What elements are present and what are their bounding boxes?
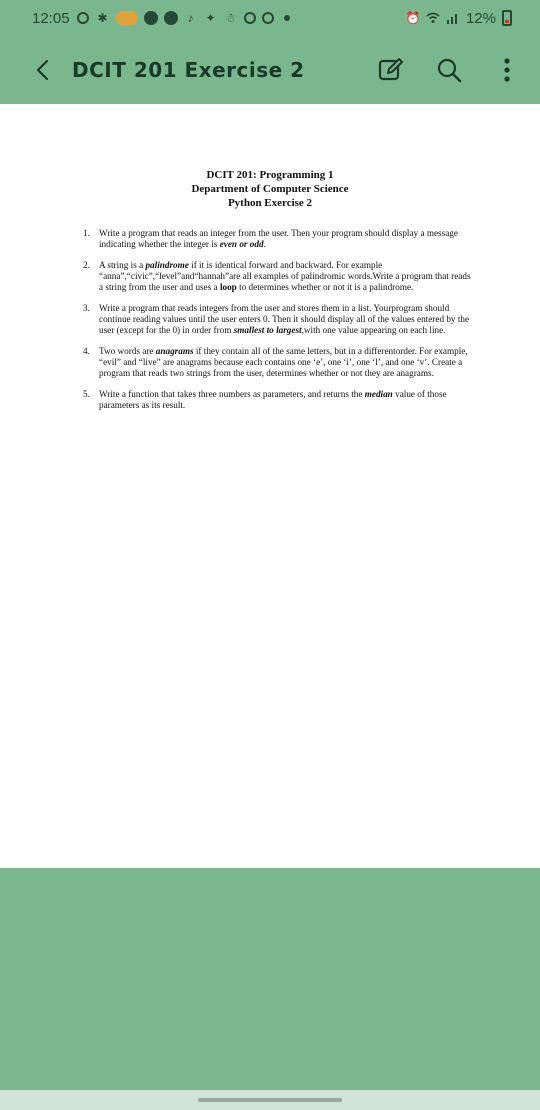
more-notifications-icon <box>284 15 290 21</box>
toolbar-actions <box>376 55 522 85</box>
instagram-icon <box>262 12 274 24</box>
alarm-icon: ⏰ <box>405 11 421 25</box>
whatsapp-icon <box>76 11 90 25</box>
clock: 12:05 <box>32 9 70 27</box>
exercise-item-4: 4. Two words are anagrams if they contain all of the same letters, but in a differentorder. For example, “evil” and “live” are anagrams because each contains one ‘e’, one ‘i’, one ‘l’, and one ‘v’. Create a program that reads two strings from the user, determines whether or not they are anagrams. <box>83 346 468 378</box>
battery-icon <box>502 10 512 26</box>
search-button[interactable] <box>434 55 464 85</box>
status-bar <box>0 0 540 36</box>
facebook-icon <box>144 11 158 25</box>
course-title: DCIT 201: Programming 1 <box>206 169 334 181</box>
chevron-left-icon <box>35 58 51 82</box>
navigation-bar <box>0 1090 540 1110</box>
wifi-icon <box>426 11 440 25</box>
document-title: DCIT 201 Exercise 2 <box>72 58 305 82</box>
battery-percent: 12% <box>465 9 496 27</box>
document-header <box>0 168 540 210</box>
twitter-icon: ✦ <box>205 11 216 25</box>
more-vertical-icon <box>503 57 511 83</box>
facebook-icon <box>164 11 178 25</box>
exercise-title: Python Exercise 2 <box>227 197 313 209</box>
edit-button[interactable] <box>376 55 406 85</box>
exercise-item-3: 3. Write a program that reads integers from the user and stores them in a list. Yourprogram should continue reading values until the user enters 0. Then it should display all of the values entered by the user (except for the 0) in order from smallest to largest,with one value appearing on each line. <box>83 303 470 335</box>
exercise-list <box>80 228 476 421</box>
status-left <box>32 10 290 27</box>
notification-pill-icon <box>116 11 138 25</box>
snapchat-icon: ☃ <box>225 11 236 25</box>
signal-icon <box>446 11 460 25</box>
exercise-item-5: 5. Write a function that takes three numbers as parameters, and returns the median value of those parameters as its result. <box>83 389 447 410</box>
search-icon <box>436 57 462 83</box>
status-right <box>406 10 512 27</box>
exercise-item-2: 2. A string is a palindrome if it is identical forward and backward. For example “anna”,“civic”,“level”and“hannah”are all examples of palindromic words.Write a program that reads a string from the user and uses a loop to determines whether or not it is a palindrome. <box>83 260 471 292</box>
department-name: Department of Computer Science <box>191 183 349 195</box>
tiktok-icon: ♪ <box>187 11 194 25</box>
edit-icon <box>378 57 404 83</box>
document-page[interactable] <box>0 104 540 868</box>
more-options-button[interactable] <box>492 55 522 85</box>
app-toolbar <box>0 40 540 100</box>
instagram-icon <box>244 12 256 24</box>
back-button[interactable] <box>28 50 58 90</box>
exercise-item-1: 1. Write a program that reads an integer from the user. Then your program should display a message indicating whether the integer is even or odd. <box>83 228 458 249</box>
slack-icon: ✱ <box>97 11 108 25</box>
home-gesture-bar[interactable] <box>198 1098 342 1102</box>
